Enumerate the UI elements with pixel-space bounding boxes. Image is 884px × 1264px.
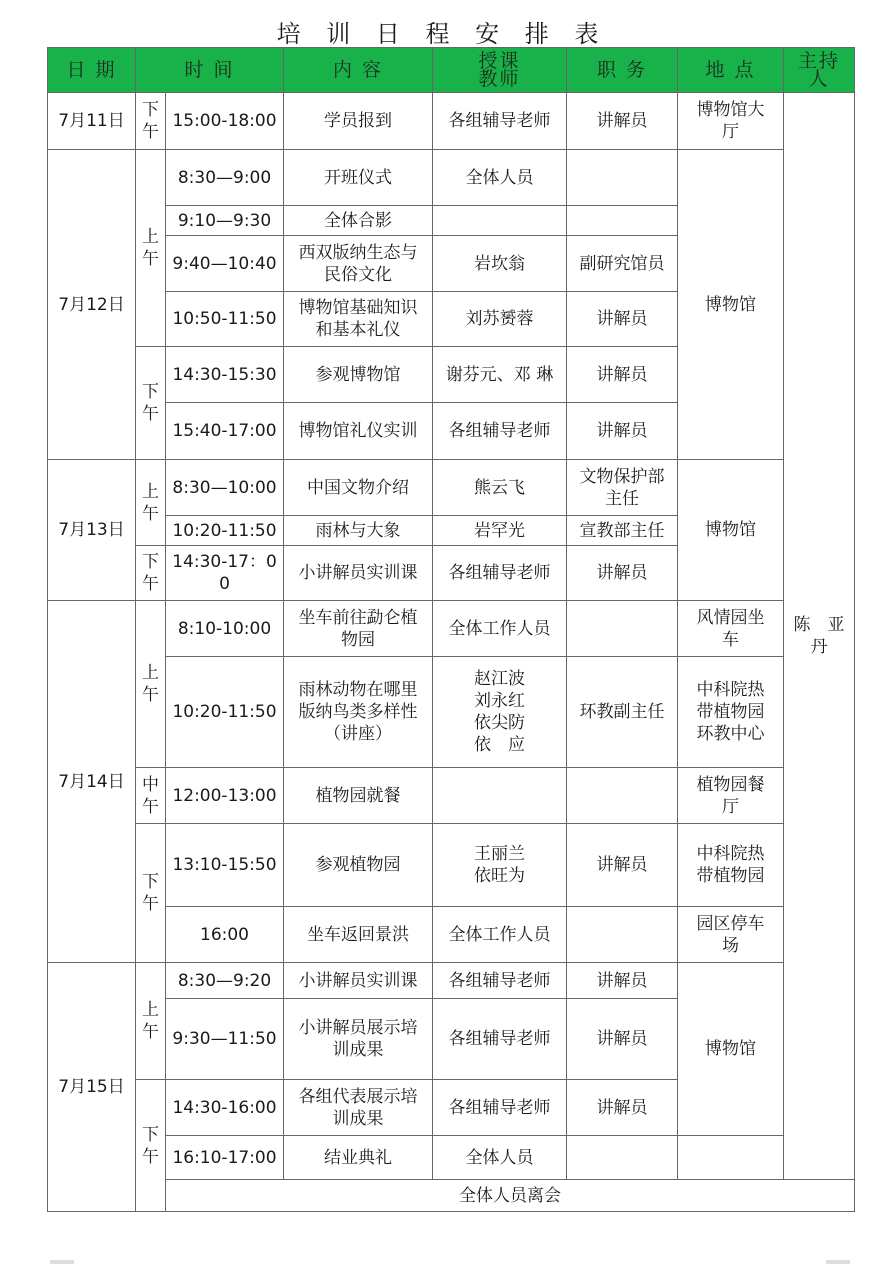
time-cell: 8:30—9:20 [166, 963, 284, 999]
time-cell: 9:40—10:40 [166, 236, 284, 292]
schedule-table [47, 47, 855, 1212]
page-title: 培 训 日 程 安 排 表 [276, 20, 608, 48]
period-cell: 中 午 [136, 768, 166, 824]
header-row [48, 48, 855, 93]
location-cell: 博物馆大 厅 [678, 93, 784, 150]
period-cell: 下 午 [136, 824, 166, 963]
content-cell: 小讲解员实训课 [284, 546, 433, 601]
teacher-cell: 刘苏赟蓉 [433, 292, 567, 347]
table-row [48, 150, 855, 206]
content-cell: 中国文物介绍 [284, 460, 433, 516]
header-role: 职 务 [567, 48, 678, 93]
time-cell: 10:20-11:50 [166, 516, 284, 546]
teacher-cell: 岩罕光 [433, 516, 567, 546]
time-cell: 10:20-11:50 [166, 657, 284, 768]
teacher-cell: 谢芬元、邓 琳 [433, 347, 567, 403]
teacher-cell: 各组辅导老师 [433, 963, 567, 999]
role-cell: 宣教部主任 [567, 516, 678, 546]
content-cell: 坐车返回景洪 [284, 907, 433, 963]
date-cell: 7月13日 [48, 460, 136, 601]
host-cell: 陈 亚 丹 [784, 93, 855, 1180]
time-cell: 14:30-17：0 0 [166, 546, 284, 601]
location-cell: 博物馆 [678, 963, 784, 1136]
role-cell: 讲解员 [567, 347, 678, 403]
teacher-cell [433, 206, 567, 236]
location-cell: 风情园坐 车 [678, 601, 784, 657]
content-cell: 小讲解员实训课 [284, 963, 433, 999]
period-cell: 下 午 [136, 546, 166, 601]
location-cell: 中科院热 带植物园 [678, 824, 784, 907]
teacher-cell: 各组辅导老师 [433, 403, 567, 460]
location-cell: 博物馆 [678, 150, 784, 460]
date-cell: 7月11日 [48, 93, 136, 150]
teacher-cell: 熊云飞 [433, 460, 567, 516]
location-cell: 园区停车 场 [678, 907, 784, 963]
location-cell: 中科院热 带植物园 环教中心 [678, 657, 784, 768]
content-cell: 西双版纳生态与 民俗文化 [284, 236, 433, 292]
time-cell: 9:10—9:30 [166, 206, 284, 236]
role-cell: 讲解员 [567, 824, 678, 907]
table-row [48, 93, 855, 150]
period-cell: 下 午 [136, 1080, 166, 1212]
page-edge-mark [826, 1260, 850, 1264]
content-cell: 结业典礼 [284, 1136, 433, 1180]
role-cell: 副研究馆员 [567, 236, 678, 292]
table-row [48, 601, 855, 657]
teacher-cell: 全体工作人员 [433, 907, 567, 963]
content-cell: 小讲解员展示培 训成果 [284, 999, 433, 1080]
period-cell: 上 午 [136, 150, 166, 347]
teacher-cell: 各组辅导老师 [433, 93, 567, 150]
role-cell: 讲解员 [567, 999, 678, 1080]
role-cell: 讲解员 [567, 403, 678, 460]
teacher-cell: 全体人员 [433, 1136, 567, 1180]
role-cell [567, 768, 678, 824]
content-cell: 全体合影 [284, 206, 433, 236]
teacher-cell: 各组辅导老师 [433, 999, 567, 1080]
table-row [48, 768, 855, 824]
teacher-cell: 全体人员 [433, 150, 567, 206]
role-cell: 讲解员 [567, 546, 678, 601]
teacher-cell: 各组辅导老师 [433, 546, 567, 601]
period-cell: 上 午 [136, 601, 166, 768]
time-cell: 16:00 [166, 907, 284, 963]
table-row [48, 1180, 855, 1212]
content-cell: 雨林与大象 [284, 516, 433, 546]
teacher-cell: 岩坎翁 [433, 236, 567, 292]
time-cell: 16:10-17:00 [166, 1136, 284, 1180]
schedule-body [48, 93, 855, 1212]
location-cell [678, 1136, 784, 1180]
content-cell: 博物馆基础知识 和基本礼仪 [284, 292, 433, 347]
content-cell: 参观博物馆 [284, 347, 433, 403]
time-cell: 13:10-15:50 [166, 824, 284, 907]
role-cell: 讲解员 [567, 292, 678, 347]
role-cell [567, 1136, 678, 1180]
content-cell: 学员报到 [284, 93, 433, 150]
time-cell: 8:30—9:00 [166, 150, 284, 206]
teacher-cell [433, 768, 567, 824]
period-cell: 上 午 [136, 460, 166, 546]
time-cell: 10:50-11:50 [166, 292, 284, 347]
role-cell: 讲解员 [567, 1080, 678, 1136]
role-cell [567, 150, 678, 206]
period-cell: 下 午 [136, 347, 166, 460]
date-cell: 7月15日 [48, 963, 136, 1212]
table-row [48, 1136, 855, 1180]
role-cell [567, 907, 678, 963]
content-cell: 开班仪式 [284, 150, 433, 206]
role-cell [567, 206, 678, 236]
teacher-cell: 赵江波 刘永红 依尖防 依 应 [433, 657, 567, 768]
role-cell [567, 601, 678, 657]
date-cell: 7月14日 [48, 601, 136, 963]
date-cell: 7月12日 [48, 150, 136, 460]
period-cell: 上 午 [136, 963, 166, 1080]
content-cell: 雨林动物在哪里 版纳鸟类多样性 （讲座） [284, 657, 433, 768]
header-host: 主持 人 [784, 48, 855, 93]
table-row [48, 907, 855, 963]
page-edge-mark [50, 1260, 74, 1264]
content-cell: 博物馆礼仪实训 [284, 403, 433, 460]
content-cell: 植物园就餐 [284, 768, 433, 824]
time-cell: 15:40-17:00 [166, 403, 284, 460]
table-row [48, 963, 855, 999]
time-cell: 14:30-15:30 [166, 347, 284, 403]
table-row [48, 657, 855, 768]
period-cell: 下 午 [136, 93, 166, 150]
closing-cell: 全体人员离会 [166, 1180, 855, 1212]
time-cell: 14:30-16:00 [166, 1080, 284, 1136]
location-cell: 植物园餐 厅 [678, 768, 784, 824]
teacher-cell: 王丽兰 依旺为 [433, 824, 567, 907]
header-location: 地 点 [678, 48, 784, 93]
role-cell: 环教副主任 [567, 657, 678, 768]
time-cell: 8:30—10:00 [166, 460, 284, 516]
content-cell: 各组代表展示培 训成果 [284, 1080, 433, 1136]
header-teacher: 授课 教师 [433, 48, 567, 93]
role-cell: 文物保护部 主任 [567, 460, 678, 516]
header-time: 时 间 [136, 48, 284, 93]
teacher-cell: 各组辅导老师 [433, 1080, 567, 1136]
time-cell: 15:00-18:00 [166, 93, 284, 150]
role-cell: 讲解员 [567, 963, 678, 999]
table-row [48, 460, 855, 516]
header-date: 日 期 [48, 48, 136, 93]
location-cell: 博物馆 [678, 460, 784, 601]
teacher-cell: 全体工作人员 [433, 601, 567, 657]
table-row [48, 824, 855, 907]
content-cell: 坐车前往勐仑植 物园 [284, 601, 433, 657]
role-cell: 讲解员 [567, 93, 678, 150]
time-cell: 8:10-10:00 [166, 601, 284, 657]
header-content: 内 容 [284, 48, 433, 93]
time-cell: 9:30—11:50 [166, 999, 284, 1080]
time-cell: 12:00-13:00 [166, 768, 284, 824]
content-cell: 参观植物园 [284, 824, 433, 907]
